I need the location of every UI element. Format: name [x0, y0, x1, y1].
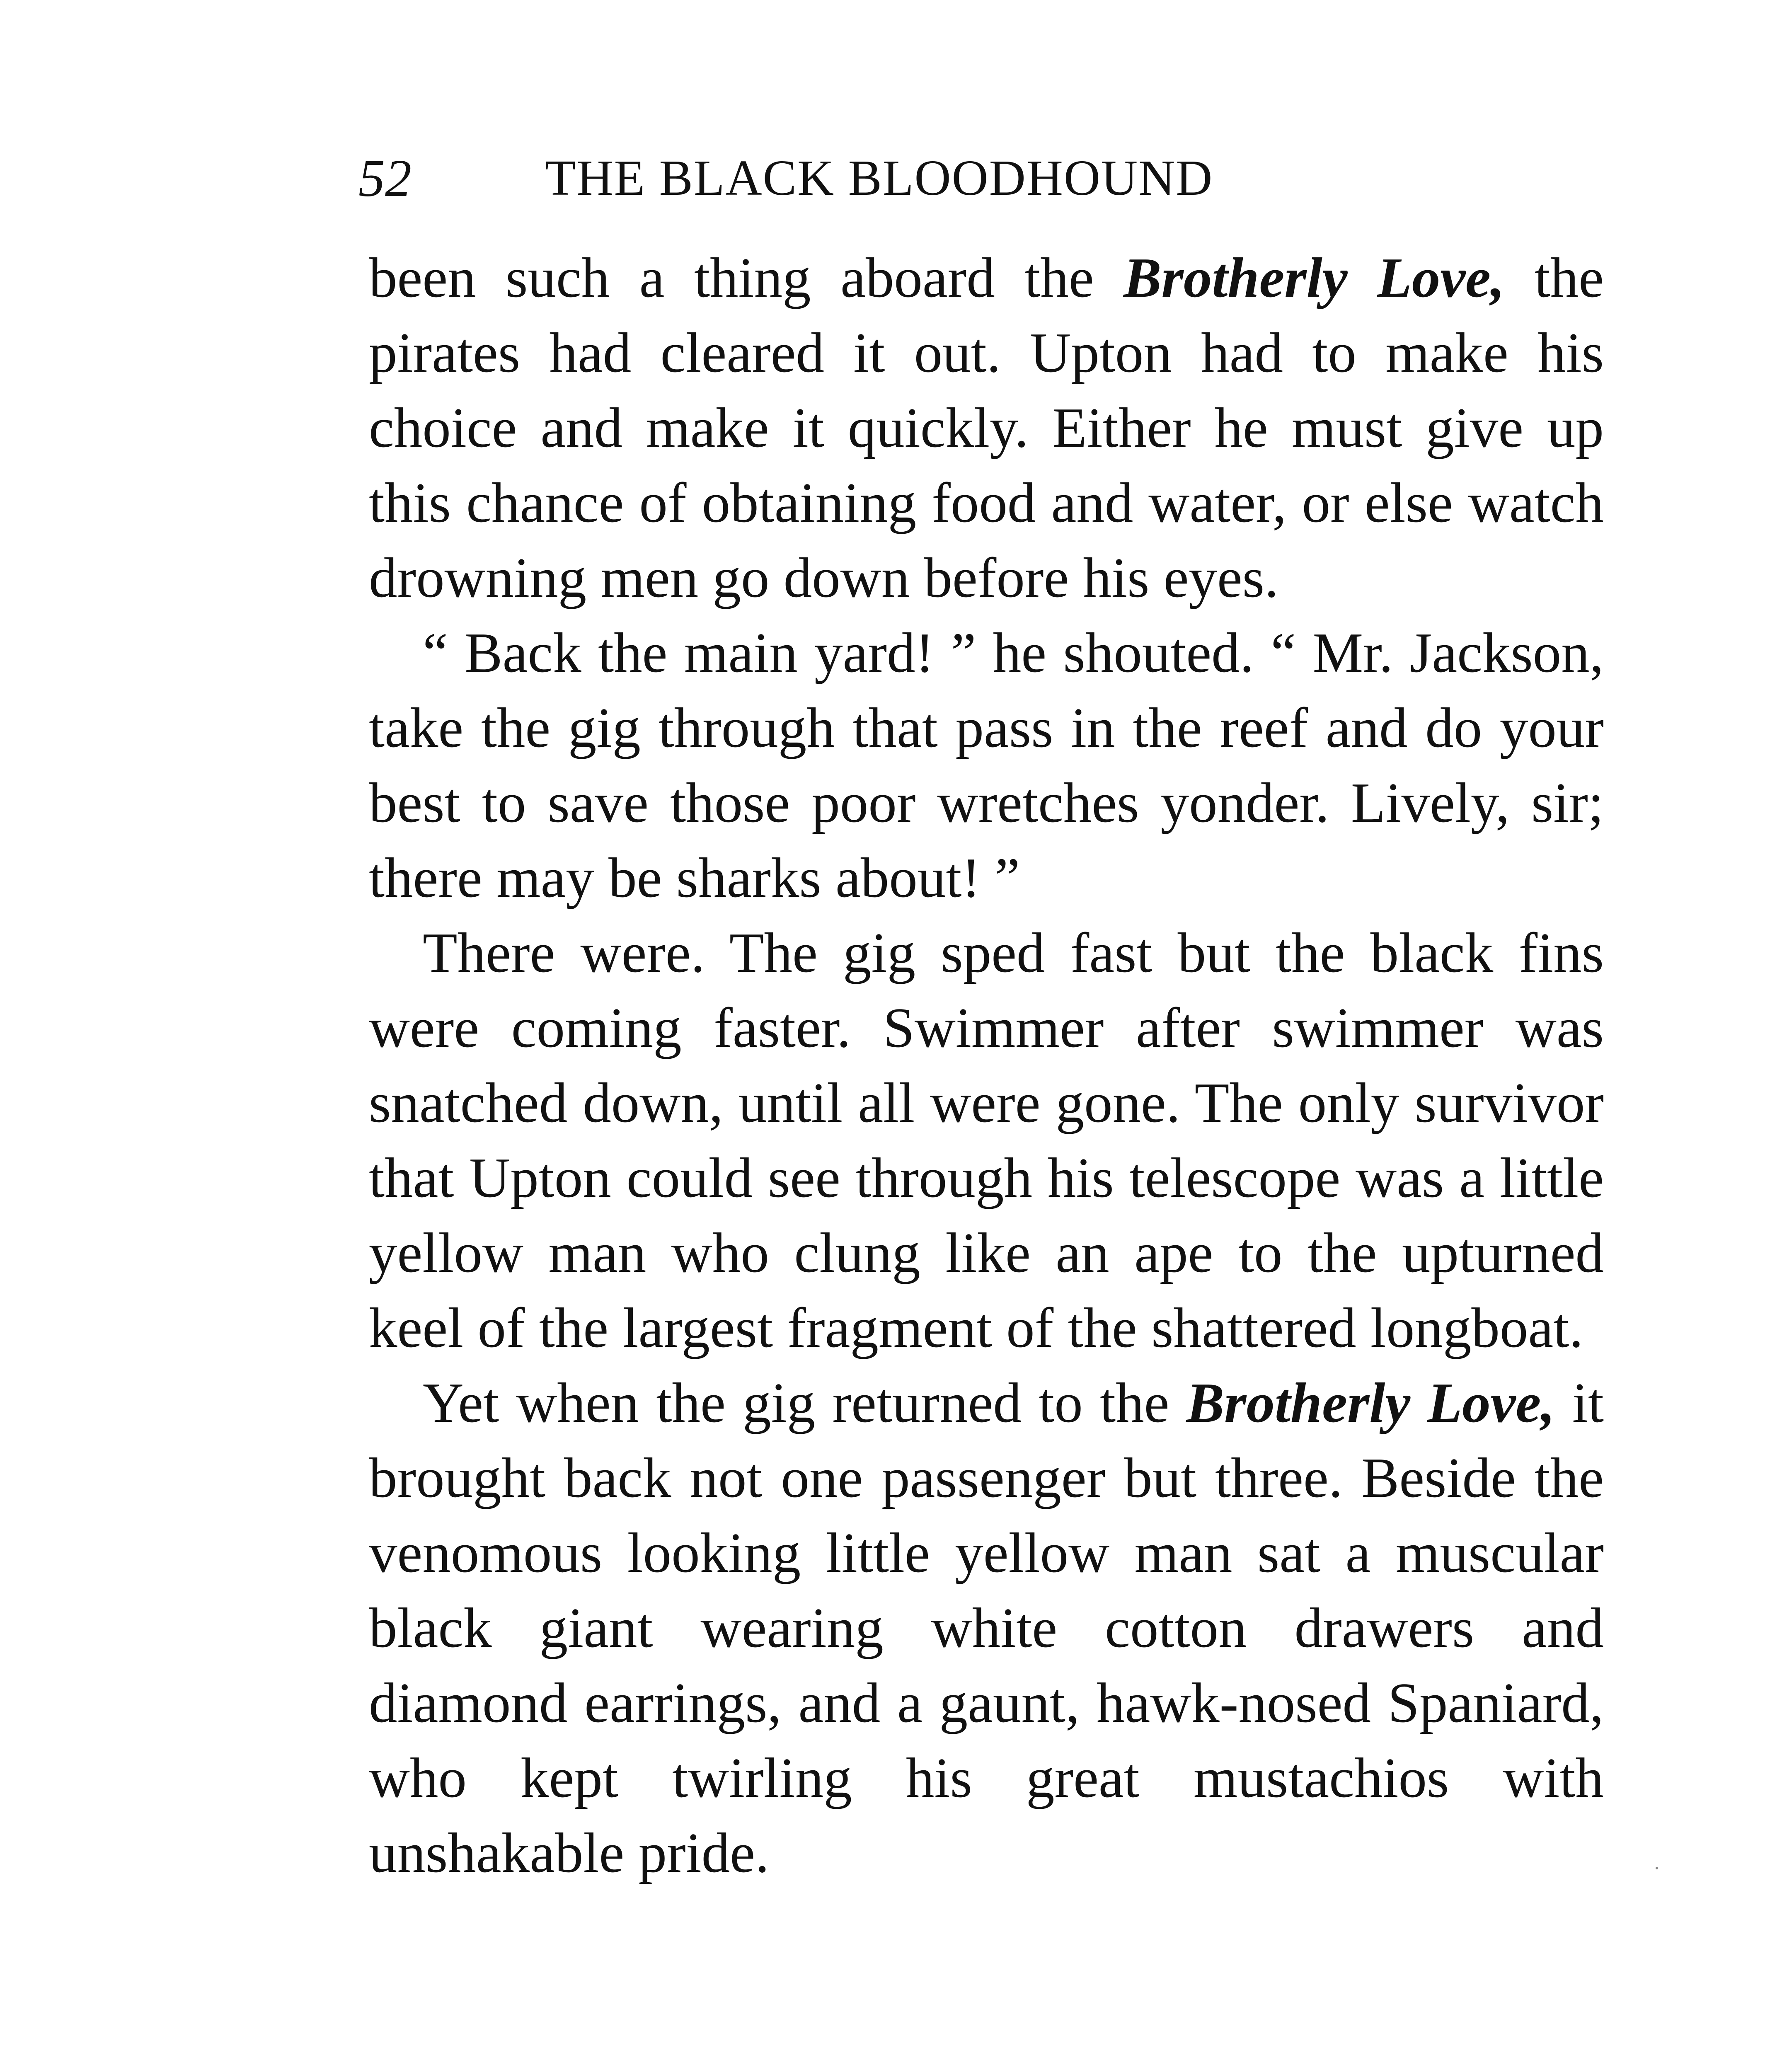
ship-name: Brotherly Love, — [1123, 246, 1505, 309]
body-text — [369, 240, 1604, 1890]
ink-speck — [1656, 1867, 1658, 1869]
page-number: 52 — [358, 149, 412, 208]
page-header — [358, 137, 1602, 220]
paragraph-4 — [369, 1365, 1604, 1890]
paragraph-4-text-b: it brought back not one passenger but three. Beside the venomous looking little yellow man sat a muscular black giant wearing white cotton drawers and diamond earrings, and a gaunt, hawk-nosed Spaniard, who kept twirling his great mustachios with unshakable pride. — [369, 1371, 1604, 1884]
paragraph-3: There were. The gig sped fast but the black fins were coming faster. Swimmer after swimmer was snatched down, until all were gone. The only survivor that Upton could see through his telescope was a little yellow man who clung like an ape to the upturned keel of the largest fragment of the shattered longboat. — [369, 921, 1604, 1359]
paragraph-1 — [369, 240, 1604, 615]
paragraph-1-text-b: the pirates had cleared it out. Upton had to make his choice and make it quickly. Either he must give up this chance of obtaining food and water, or else watch drowning men go down before his eyes. — [369, 246, 1604, 609]
paragraph-1-text-a: been such a thing aboard the — [369, 246, 1124, 309]
ship-name: Brotherly Love, — [1186, 1371, 1555, 1434]
paragraph-4-text-a: Yet when the gig returned to the — [423, 1371, 1186, 1434]
running-head: THE BLACK BLOODHOUND — [545, 150, 1213, 206]
paragraph-2: “ Back the main yard! ” he shouted. “ Mr. Jackson, take the gig through that pass in the reef and do your best to save those poor wretches yonder. Lively, sir; there may be sharks about! ” — [369, 621, 1604, 909]
